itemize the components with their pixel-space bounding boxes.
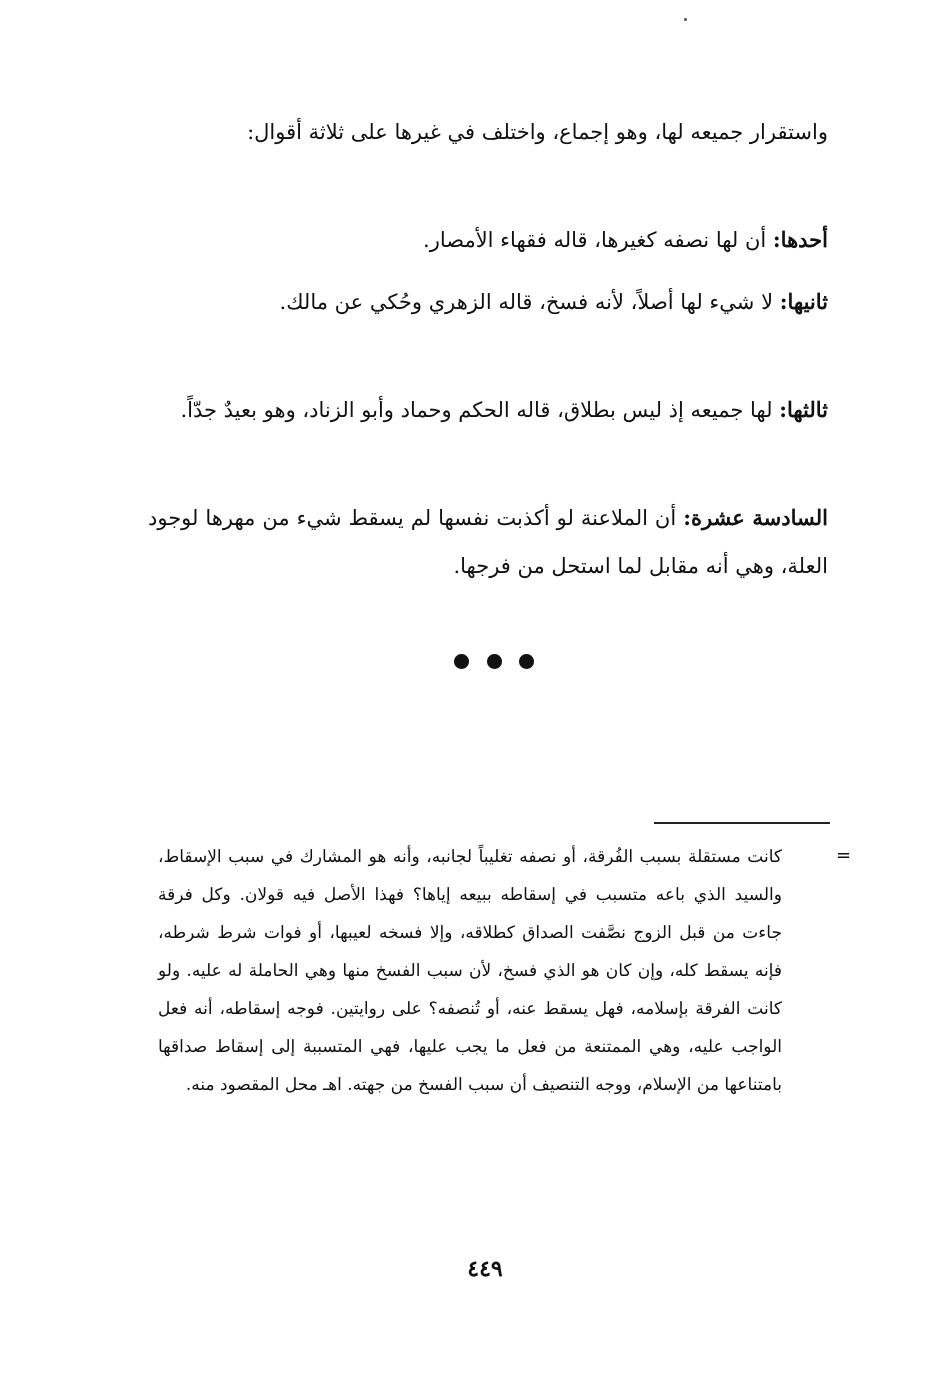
paragraph-body: لا شيء لها أصلاً، لأنه فسخ، قاله الزهري وحُكي عن مالك. [279,290,780,314]
page-number: ٤٤٩ [467,1256,503,1282]
paragraph-second-opinion [148,278,828,326]
separator-dot [487,654,502,669]
scan-speck [684,18,687,21]
footnote-divider [654,822,830,824]
paragraph-first-opinion [148,216,828,264]
paragraph-intro [148,108,828,156]
footnote-text: كانت مستقلة بسبب الفُرقة، أو نصفه تغليباً لجانبه، وأنه هو المشارك في سبب الإسقاط، والسيد الذي باعه متسبب في إسقاطه ببيعه إياها؟ فهذا الأصل فيه قولان. وكل فرقة جاءت من قبل الزوج نصَّفت الصداق كطلاقه، وإلا فسخه لعيبها، أو فوات شرط شرطه، فإنه يسقط كله، وإن كان هو الذي فسخ، لأن سبب الفسخ منها وهي الحاملة له عليه. ولو كانت الفرقة بإسلامه، فهل يسقط عنه، أو تُنصفه؟ على روايتين. فوجه إسقاطه، أنه فعل الواجب عليه، وهي الممتنعة من فعل ما يجب عليها، فهي المتسببة إلى إسقاط صداقها بامتناعها من الإسلام، ووجه التنصيف أن سبب الفسخ من جهته. اهـ محل المقصود منه. [158,847,782,1095]
paragraph-body: واستقرار جميعه لها، وهو إجماع، واختلف في غيرها على ثلاثة أقوال: [247,120,828,144]
paragraph-body: لها جميعه إذ ليس بطلاق، قاله الحكم وحماد وأبو الزناد، وهو بعيدٌ جدّاً. [180,398,780,422]
separator-dot [454,654,469,669]
paragraph-heading: السادسة عشرة: [683,505,828,530]
paragraph-body: أن لها نصفه كغيرها، قاله فقهاء الأمصار. [423,228,773,252]
footnote-continuation-marker: = [836,845,852,866]
separator-dot [519,654,534,669]
paragraph-issue-sixteen [148,494,828,590]
paragraph-heading: ثالثها: [779,397,828,422]
paragraph-heading: أحدها: [772,227,828,252]
paragraph-third-opinion [148,386,828,434]
paragraph-heading: ثانيها: [779,289,828,314]
section-separator [454,652,534,670]
paragraph-body: أن الملاعنة لو أكذبت نفسها لم يسقط شيء من مهرها لوجود العلة، وهي أنه مقابل لما استحل من فرجها. [148,506,828,578]
